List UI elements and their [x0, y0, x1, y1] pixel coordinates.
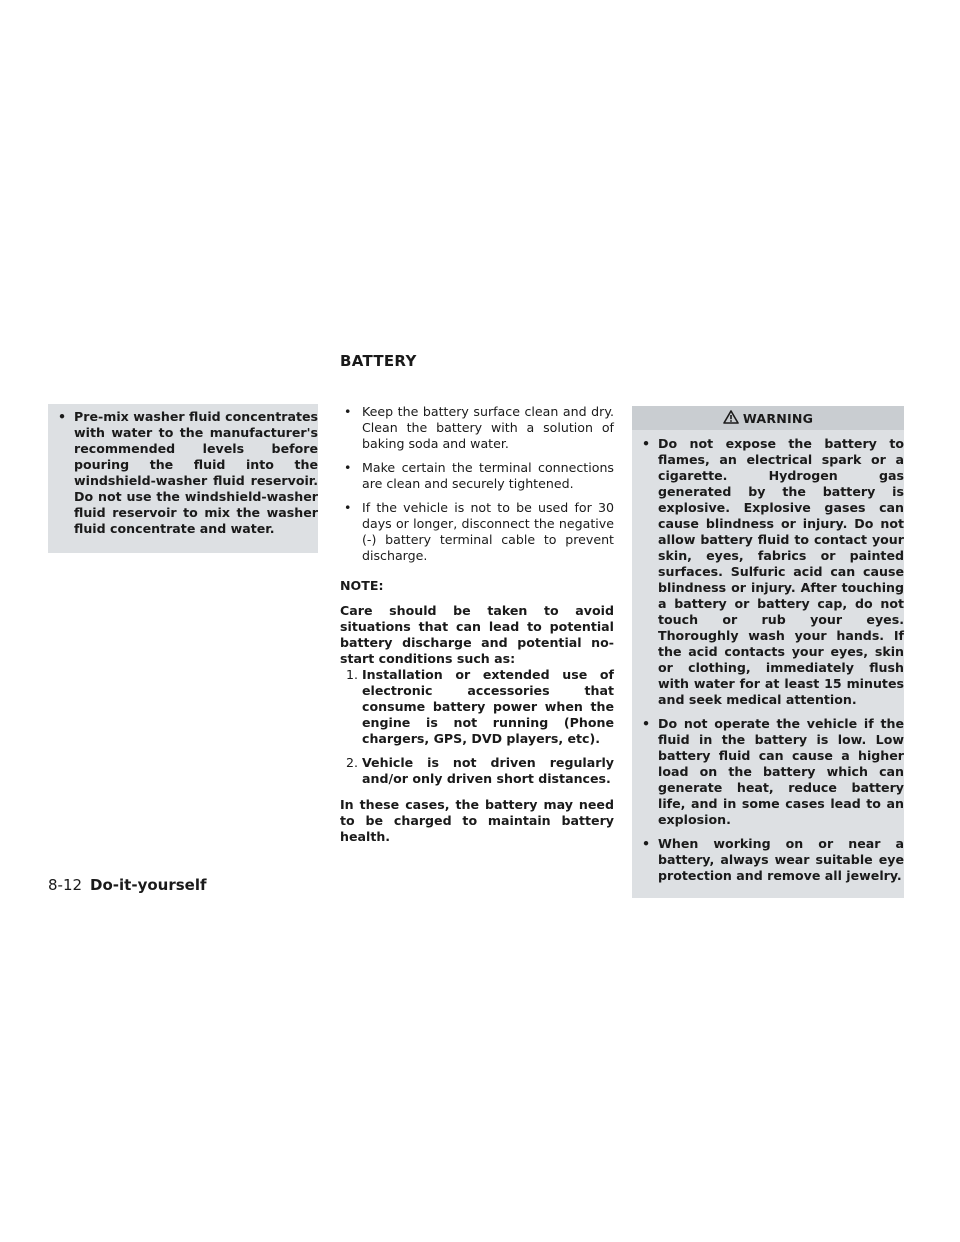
washer-fluid-caution-list — [48, 409, 318, 537]
chapter-title: Do-it-yourself — [90, 876, 207, 894]
list-item-text: Vehicle is not driven regularly and/or only driven short distances. — [362, 755, 614, 786]
list-number: 1. — [345, 667, 358, 682]
list-item: • Keep the battery surface clean and dry. Clean the battery with a solution of baking soda and water. — [340, 404, 614, 452]
closing-note: In these cases, the battery may need to be charged to maintain battery health. — [340, 797, 614, 844]
warning-label: WARNING — [742, 410, 814, 426]
list-item: • Make certain the terminal connections are clean and securely tightened. — [340, 460, 614, 492]
page-number: 8-12 — [48, 876, 83, 894]
warning-body — [632, 430, 904, 896]
page-footer — [48, 876, 207, 894]
warning-header — [632, 406, 904, 430]
list-item-text: Installation or extended use of electronic accessories that consume battery power when the engine is not running (Phone chargers, GPS, DVD players, etc). — [362, 667, 614, 746]
list-item — [340, 667, 614, 747]
battery-care-column — [340, 404, 614, 845]
list-item: • When working on or near a battery, always wear suitable eye protection and remove all jewelry. — [632, 836, 904, 884]
note-intro: Care should be taken to avoid situations that can lead to potential battery discharge and potential no-start conditions such as: — [340, 603, 614, 666]
washer-fluid-caution-box — [48, 404, 318, 553]
section-title: BATTERY — [340, 352, 417, 370]
battery-warning-box — [632, 406, 904, 898]
battery-care-list — [340, 404, 614, 564]
note-label: NOTE: — [340, 578, 384, 593]
discharge-conditions-list — [340, 667, 614, 787]
list-item: • Pre-mix washer fluid concentrates with water to the manufacturer's recommended levels before pouring the fluid into the windshield-washer fluid reservoir. Do not use the windshield-washer fluid reservoir to mix the washer fluid concentrate and water. — [48, 409, 318, 537]
list-item: • Do not expose the battery to flames, an electrical spark or a cigarette. Hydrogen gas generated by the battery is explosive. Explosive gases can cause blindness or injury. Do not allow battery fluid to contact your skin, eyes, fabrics or painted surfaces. Sulfuric acid can cause blindness or injury. After touching a battery or battery cap, do not touch or rub your eyes. Thoroughly wash your hands. If the acid contacts your eyes, skin or clothing, immediately flush with water for at least 15 minutes and seek medical attention. — [632, 436, 904, 708]
list-item: • If the vehicle is not to be used for 30 days or longer, disconnect the negative (-) battery terminal cable to prevent discharge. — [340, 500, 614, 564]
warning-triangle-icon — [723, 409, 739, 428]
warning-list — [632, 436, 904, 884]
list-item: • Do not operate the vehicle if the fluid in the battery is low. Low battery fluid can cause a higher load on the battery which can generate heat, reduce battery life, and in some cases lead to an explosion. — [632, 716, 904, 828]
list-number: 2. — [345, 755, 358, 770]
list-item — [340, 755, 614, 787]
